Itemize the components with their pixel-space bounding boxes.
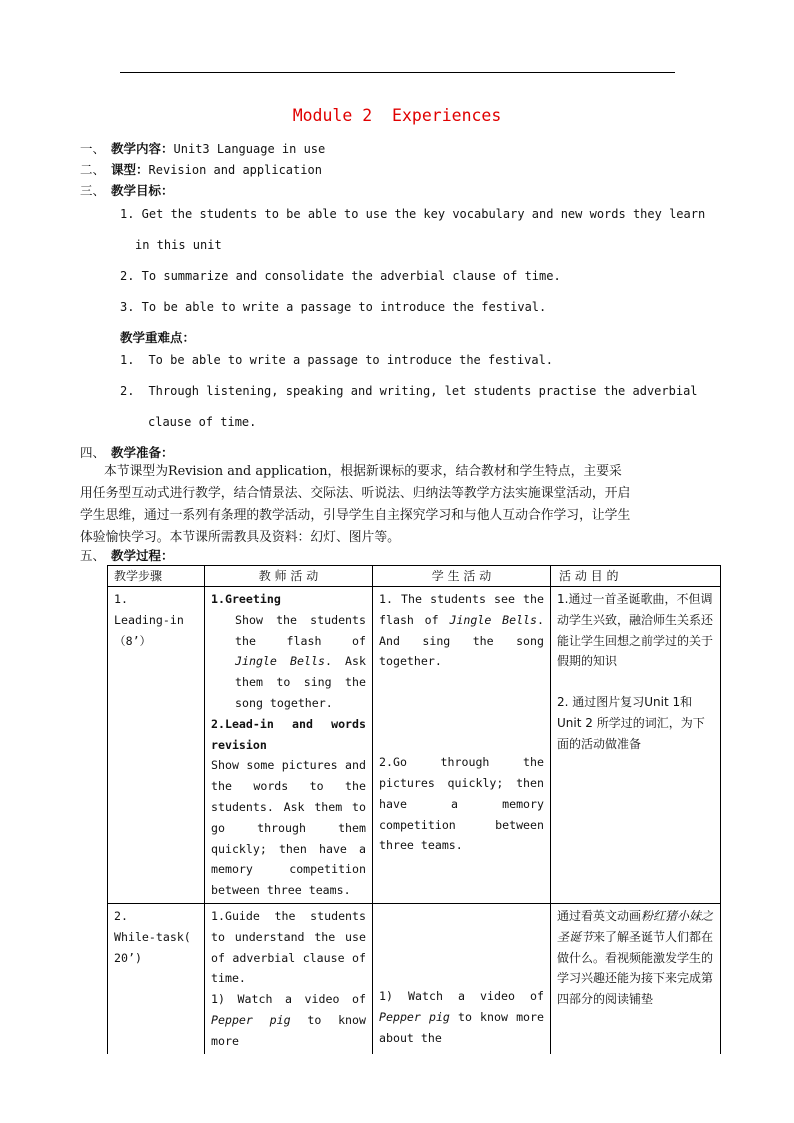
teacher-activity-cell: [205, 903, 373, 1053]
step-name: While-task(: [114, 929, 191, 944]
key-point-1: [120, 353, 553, 367]
purpose-cell: [551, 587, 721, 904]
purpose-video: [557, 906, 714, 1010]
teaching-process-table: [107, 565, 721, 1054]
preparation-line-1: 本节课型为Revision and application，根据新课标的要求，结合教材和学生特点，主要采: [104, 464, 622, 479]
step-number: 2.: [114, 908, 128, 923]
section-2-value: Revision and application: [148, 163, 322, 177]
header-rule: [120, 72, 675, 73]
purpose-video-a: 通过看英文动画: [557, 908, 642, 923]
lead-in-heading: 2.Lead-in and words revision: [211, 716, 366, 752]
student-video-title: Pepper pig: [379, 1009, 450, 1024]
video-text: [211, 989, 366, 1051]
section-1: [80, 139, 325, 157]
greeting-text: [211, 610, 366, 714]
section-5-label: 教学过程：: [111, 548, 174, 563]
step-number: 1.: [114, 592, 128, 606]
purpose-1: 1.通过一首圣诞歌曲，不但调动学生兴致，融洽师生关系还能让学生回想之前学过的关于假期的知识: [557, 592, 714, 669]
teacher-activity-cell: [205, 587, 373, 904]
preparation-line-3: 学生思维，通过一系列有条理的教学活动，引导学生自主探究学习和与他人互动合作学习，让学生: [80, 508, 631, 523]
objective-3: 3. To be able to write a passage to introduce the festival.: [120, 300, 547, 314]
greeting-text-a: Show the students the flash of: [235, 612, 366, 648]
objective-1: 1. Get the students to be able to use the key vocabulary and new words they learn: [120, 207, 706, 221]
objective-2: 2. To summarize and consolidate the adverbial clause of time.: [120, 269, 561, 283]
student-song-title: Jingle Bells: [449, 612, 538, 627]
guide-text: 1.Guide the students to understand the use of adverbial clause of time.: [211, 908, 366, 986]
student-video-text-b: to know more about the: [379, 1009, 544, 1045]
student-activity-2: 2.Go through the pictures quickly; then have a memory competition between three teams.: [379, 755, 544, 853]
video-title: Pepper pig: [211, 1012, 291, 1027]
greeting-heading: 1.Greeting: [211, 592, 281, 606]
cartoon-title: 粉红猪小妹之圣诞节: [557, 908, 714, 944]
section-4: [80, 443, 174, 461]
page-title: Module 2 Experiences: [292, 106, 502, 125]
video-text-a: 1) Watch a video of: [211, 992, 366, 1007]
step-cell-leading-in: [108, 587, 205, 904]
student-video-text: [379, 986, 544, 1048]
key-point-2-text: Through listening, speaking and writing, let students practise the adverbial: [148, 384, 698, 398]
key-point-2: [120, 384, 698, 398]
student-activity-cell: [373, 903, 551, 1053]
purpose-2: 2. 通过图片复习Unit 1和Unit 2 所学过的词汇，为下面的活动做准备: [557, 695, 705, 751]
step-duration: （8’）: [114, 633, 152, 648]
step-name: Leading-in: [114, 612, 184, 627]
video-text-b: to know more: [211, 1012, 366, 1048]
section-1-number: 一、: [80, 141, 106, 156]
preparation-line-2: 用任务型互动式进行教学，结合情景法、交际法、听说法、归纳法等教学方法实施课堂活动，开启: [80, 486, 631, 501]
purpose-cell: [551, 903, 721, 1053]
section-5-number: 五、: [80, 548, 106, 563]
section-3: [80, 181, 174, 199]
objective-1-continued: in this unit: [135, 238, 222, 252]
key-point-2-number: 2.: [120, 384, 135, 398]
section-5: [80, 546, 174, 564]
section-4-label: 教学准备：: [111, 445, 174, 460]
section-2-label: 课型：: [111, 162, 149, 177]
step-cell-while-task: [108, 903, 205, 1053]
section-1-value: Unit3 Language in use: [173, 142, 326, 156]
header-student-activity: 学 生 活 动: [373, 566, 551, 587]
student-activity-1: [379, 589, 544, 672]
purpose-video-b: 来了解圣诞节人们都在做什么。看视频能激发学生的学习兴趣还能为接下来完成第四部分的阅读铺垫: [557, 929, 714, 1007]
preparation-line-4: 体验愉快学习。本节课所需教具及资料：幻灯、图片等。: [80, 530, 400, 545]
section-2-number: 二、: [80, 162, 106, 177]
key-point-1-number: 1.: [120, 353, 135, 367]
key-point-2-continued: clause of time.: [148, 415, 257, 429]
section-4-number: 四、: [80, 445, 106, 460]
step-duration: 20’): [114, 950, 142, 965]
header-step: 教学步骤: [108, 566, 205, 587]
key-points-heading: 教学重难点：: [120, 330, 196, 345]
header-teacher-activity: 教 师 活 动: [205, 566, 373, 587]
song-title: Jingle Bells: [235, 654, 325, 669]
table-header-row: [108, 566, 721, 587]
table-row: [108, 587, 721, 904]
header-purpose: 活 动 目 的: [551, 566, 721, 587]
section-1-label: 教学内容：: [111, 141, 174, 156]
student-video-text-a: 1) Watch a video of: [379, 988, 544, 1003]
section-2: [80, 160, 322, 178]
key-point-1-text: To be able to write a passage to introduce the festival.: [148, 353, 554, 367]
student-activity-1-a: 1. The students see the flash of: [379, 592, 544, 627]
section-3-label: 教学目标：: [111, 183, 174, 198]
student-activity-1-b: . And sing the song together.: [379, 612, 544, 669]
greeting-text-b: . Ask them to sing the song together.: [235, 654, 367, 710]
student-activity-cell: [373, 587, 551, 904]
lead-in-text: Show some pictures and the words to the students. Ask them to go through them quickly; then have a memory competition between three teams.: [211, 758, 366, 898]
table-row: [108, 903, 721, 1053]
section-3-number: 三、: [80, 183, 106, 198]
